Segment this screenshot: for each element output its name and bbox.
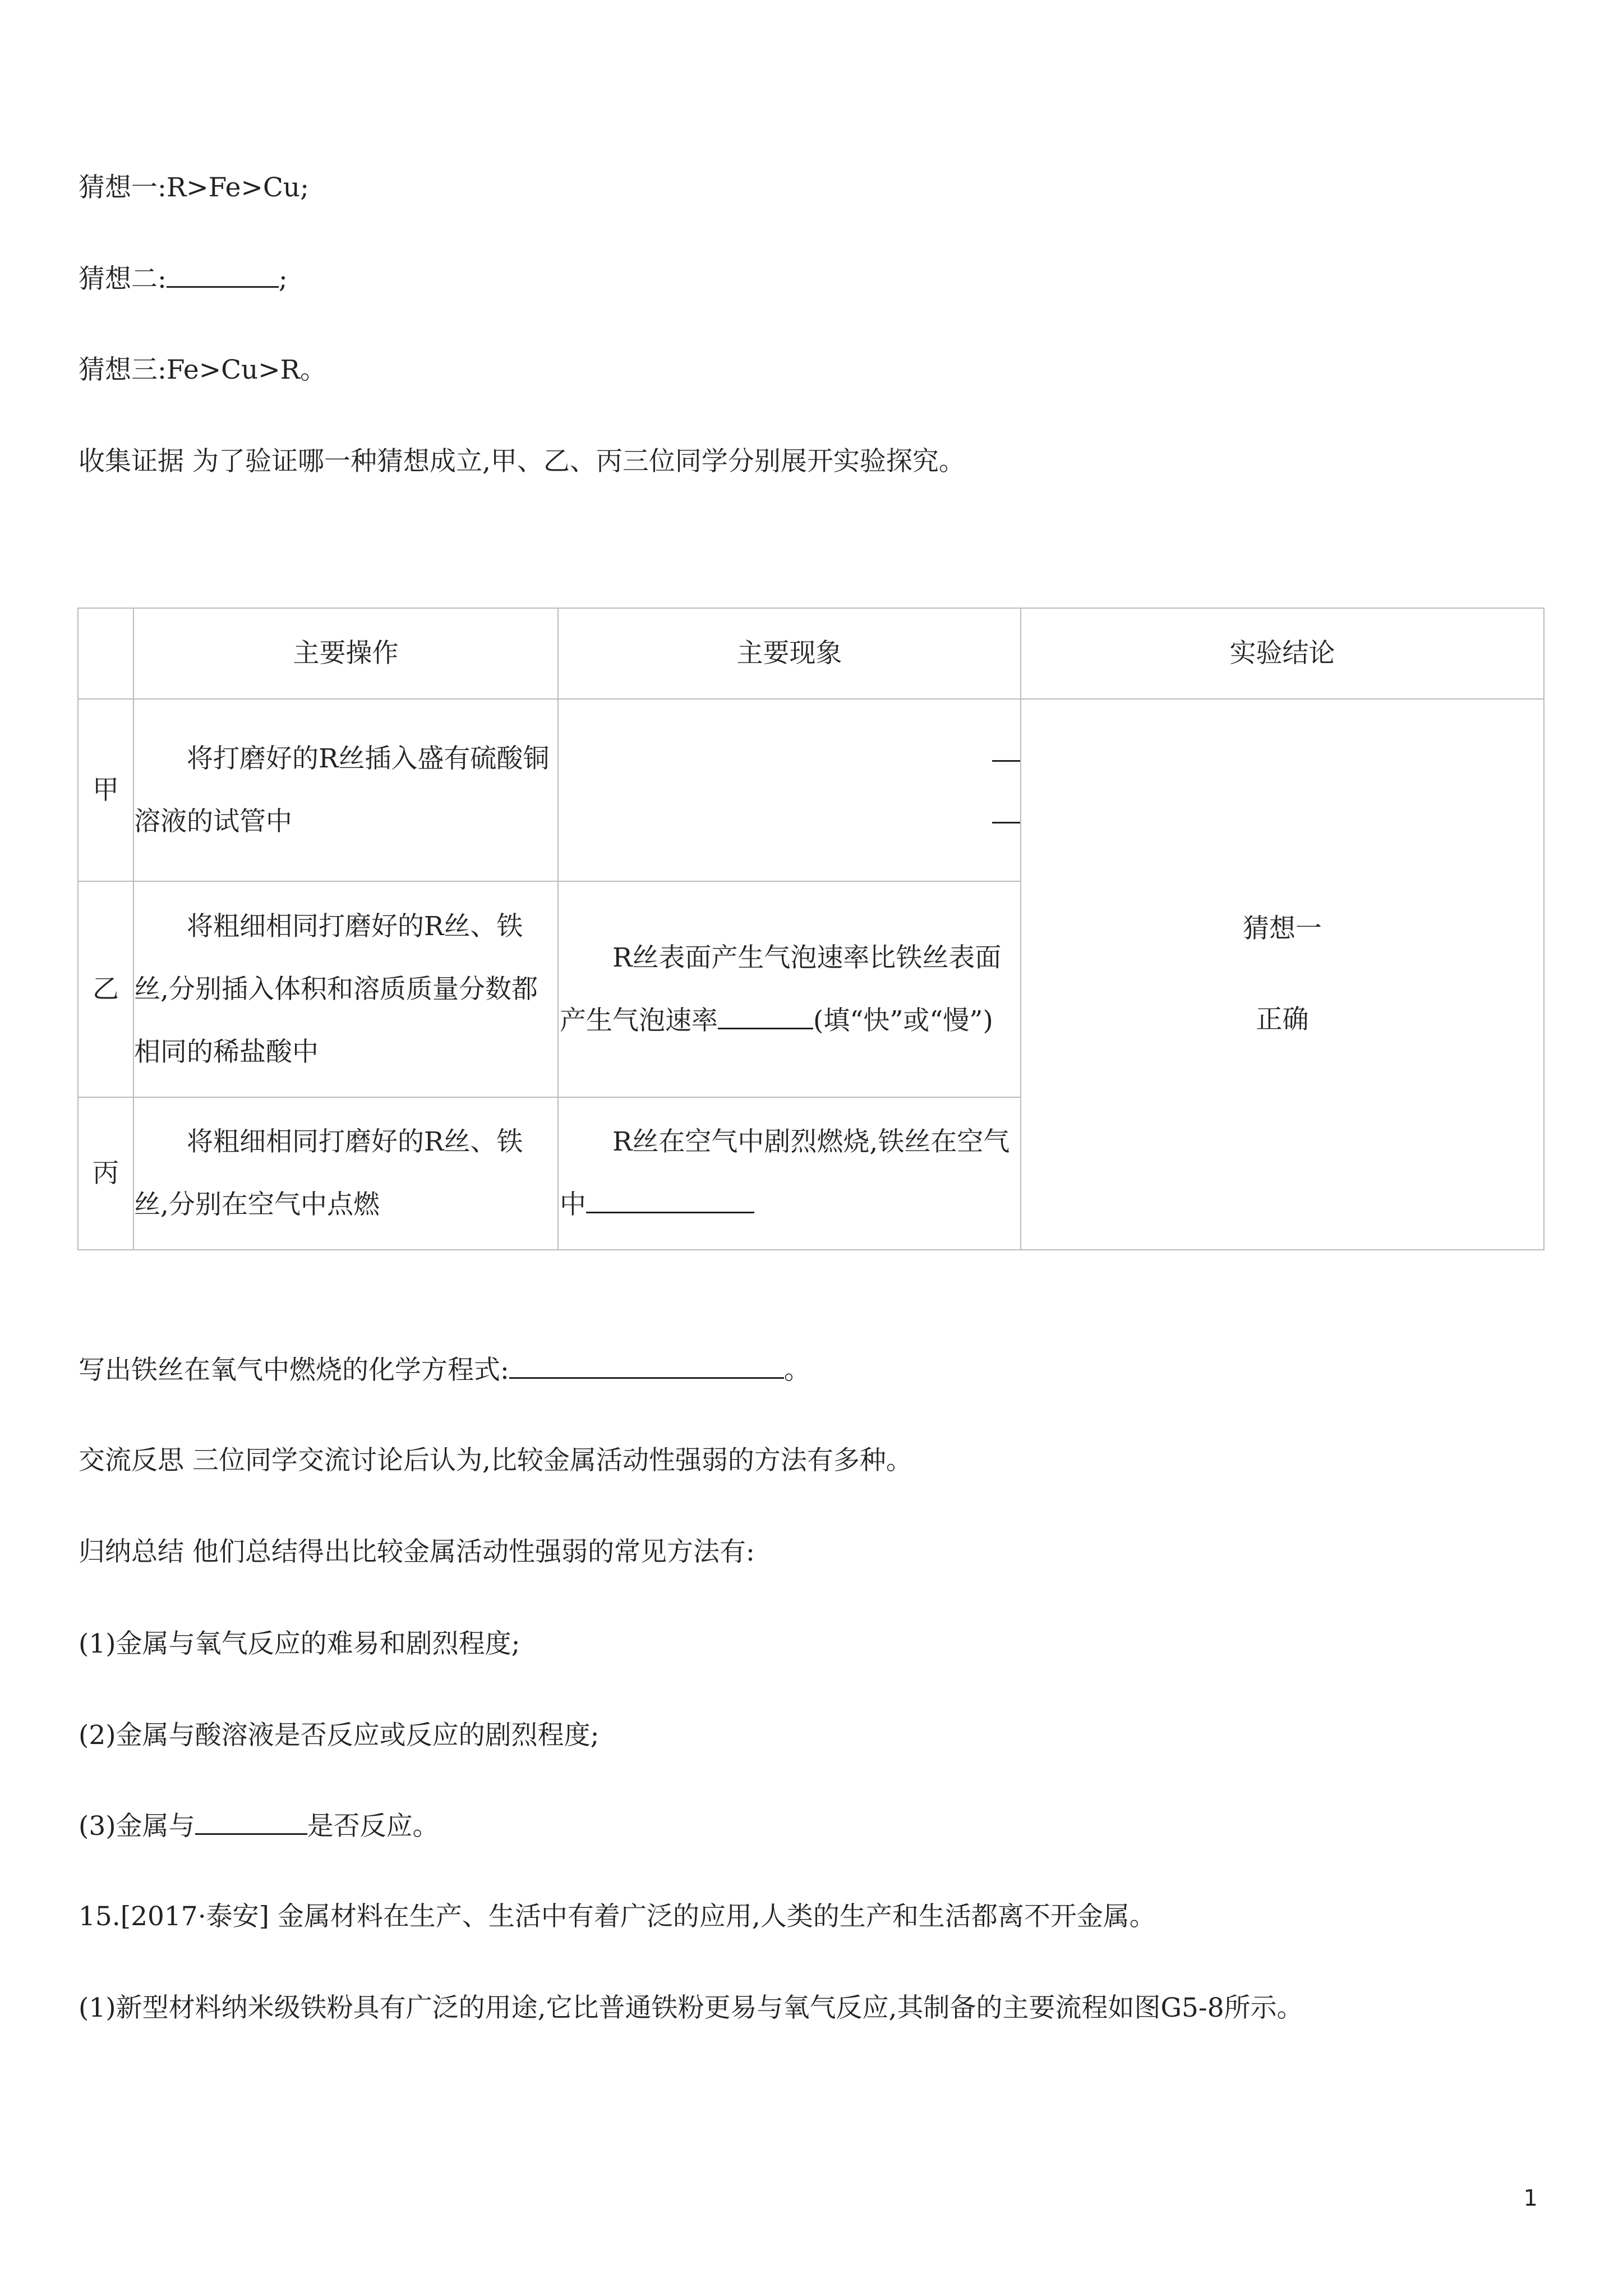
phenomenon-prefix: R丝表面产生气泡速率比铁丝表面产生气泡速率 <box>560 942 1002 1036</box>
conclusion-line-1: 猜想一 <box>1243 913 1322 944</box>
row-label: 乙 <box>78 881 133 1097</box>
question-15-part-1: (1)新型材料纳米级铁粉具有广泛的用途,它比普通铁粉更易与氧气反应,其制备的主要流程如图G5-8所示。 <box>79 1993 1303 2023</box>
equation-blank[interactable] <box>509 1354 784 1379</box>
answer-dash <box>559 729 1020 790</box>
hypothesis-3: 猜想三:Fe>Cu>R。 <box>79 355 327 385</box>
page-number: 1 <box>1523 2185 1538 2211</box>
hypothesis-2 <box>79 263 288 296</box>
operation-cell: 将粗细相同打磨好的R丝、铁丝,分别插入体积和溶质质量分数都相同的稀盐酸中 <box>133 881 558 1097</box>
phenomenon-prefix: R丝在空气中剧烈燃烧,铁丝在空气中 <box>560 1126 1010 1220</box>
operation-cell: 将粗细相同打磨好的R丝、铁丝,分别在空气中点燃 <box>133 1097 558 1250</box>
method-3-prefix: (3)金属与 <box>79 1811 195 1842</box>
equation-prefix: 写出铁丝在氧气中燃烧的化学方程式: <box>79 1355 509 1386</box>
row-label: 甲 <box>78 699 133 881</box>
reflection: 交流反思 三位同学交流讨论后认为,比较金属活动性强弱的方法有多种。 <box>79 1445 912 1476</box>
phenomenon-cell <box>558 1097 1021 1250</box>
question-15: 15.[2017·泰安] 金属材料在生产、生活中有着广泛的应用,人类的生产和生活都离不开金属。 <box>79 1901 1156 1932</box>
equation-suffix: 。 <box>783 1355 810 1386</box>
experiment-table <box>77 608 1544 1250</box>
conclusion-line-2: 正确 <box>1256 1004 1309 1035</box>
method-3-blank[interactable] <box>195 1810 307 1835</box>
hypothesis-2-blank[interactable] <box>167 263 279 288</box>
table-header-row <box>78 608 1544 699</box>
hypothesis-1: 猜想一:R>Fe>Cu; <box>79 172 309 203</box>
method-3-suffix: 是否反应。 <box>307 1811 439 1842</box>
phenomenon-blank[interactable] <box>718 1004 813 1029</box>
conclusion-cell <box>1021 699 1544 1250</box>
phenomenon-suffix: (填“快”或“慢”) <box>813 1005 993 1036</box>
method-1: (1)金属与氧气反应的难易和剧烈程度; <box>79 1628 520 1659</box>
table-row-jia <box>78 699 1544 881</box>
equation-prompt <box>79 1354 810 1387</box>
phenomenon-cell[interactable] <box>558 699 1021 881</box>
header-phenomenon: 主要现象 <box>558 608 1021 699</box>
header-conclusion: 实验结论 <box>1021 608 1544 699</box>
header-operation: 主要操作 <box>133 608 558 699</box>
collect-evidence: 收集证据 为了验证哪一种猜想成立,甲、乙、丙三位同学分别展开实验探究。 <box>79 446 965 477</box>
answer-dash <box>559 790 1020 852</box>
method-2: (2)金属与酸溶液是否反应或反应的剧烈程度; <box>79 1720 600 1751</box>
header-empty <box>78 608 133 699</box>
phenomenon-blank[interactable] <box>586 1188 754 1213</box>
summary: 归纳总结 他们总结得出比较金属活动性强弱的常见方法有: <box>79 1536 755 1567</box>
method-3 <box>79 1810 439 1843</box>
phenomenon-cell <box>558 881 1021 1097</box>
hypothesis-2-suffix: ; <box>278 264 288 295</box>
row-label: 丙 <box>78 1097 133 1250</box>
hypothesis-2-prefix: 猜想二: <box>79 264 167 295</box>
operation-cell: 将打磨好的R丝插入盛有硫酸铜溶液的试管中 <box>133 699 558 881</box>
